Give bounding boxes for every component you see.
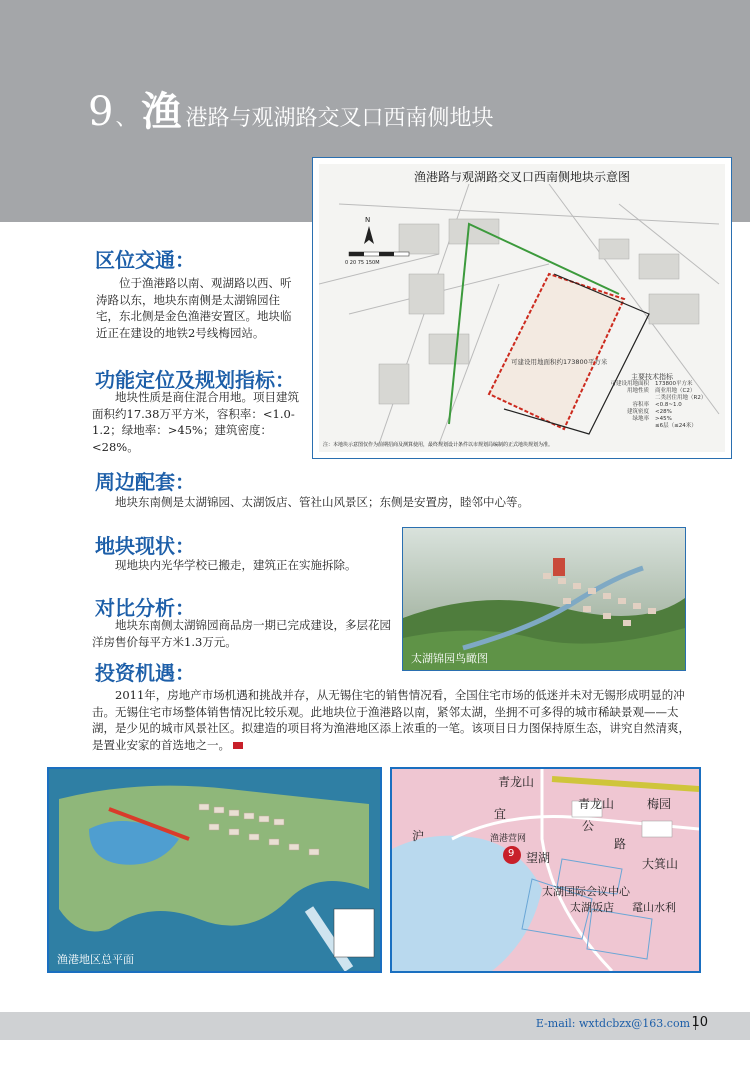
- end-mark: [233, 742, 243, 749]
- title-separator: 、: [115, 106, 138, 131]
- map-label: 宜: [494, 807, 507, 821]
- legend-row: 用地性质 商业用地（C2）: [626, 388, 696, 394]
- master-plan-drawing: [49, 769, 380, 971]
- map-label: 公: [582, 819, 595, 833]
- tech-indicator-legend: [591, 374, 706, 430]
- map-label: 大箕山: [642, 857, 679, 871]
- aerial-photo-drawing: [403, 528, 685, 670]
- legend-row: 二类居住用地（R2）: [655, 395, 707, 401]
- map-label: 鼋山水利: [632, 901, 676, 914]
- page-number: 10: [691, 1015, 708, 1030]
- legend-row: ≤6层（≤24米）: [655, 423, 697, 429]
- comparison-body: 地块东南侧太湖锦园商品房一期已完成建设，多层花园洋房售价每平方米1.3万元。: [92, 618, 391, 649]
- legend-row: 绿地率 >45%: [632, 416, 672, 422]
- site-map-title: 渔港路与观湖路交叉口西南侧地块示意图: [413, 170, 630, 184]
- map-label: 青龙山: [578, 797, 615, 811]
- location-heading: 区位交通：: [95, 248, 195, 272]
- aerial-photo: [402, 527, 686, 671]
- title-lead-char: 渔: [141, 89, 182, 135]
- surroundings-body: 地块东南侧是太湖锦园、太湖饭店、管社山风景区；东侧是安置房，睦邻中心等。: [115, 495, 529, 509]
- map-label: 青龙山: [498, 775, 535, 789]
- title-number: 9: [88, 89, 114, 135]
- aerial-caption: 太湖锦园鸟瞰图: [411, 652, 488, 665]
- investment-heading: 投资机遇：: [95, 661, 195, 685]
- map-label: 沪: [412, 829, 425, 843]
- scale-text: 0 20 75 150M: [345, 260, 380, 266]
- status-heading: 地块现状：: [95, 534, 195, 558]
- surroundings-heading: 周边配套：: [95, 470, 195, 494]
- site-area-label: 可建设用地面积约173800平方米: [511, 358, 608, 366]
- site-map-note: 注：本地块示意图仅作为前期招商及测算使用，最终规划设计条件以市规划局编制的正式地块规划为准。: [323, 442, 554, 448]
- legend-row: 可建设用地面积 173800平方米: [610, 381, 693, 387]
- plan-caption: 渔港地区总平面: [57, 953, 134, 966]
- master-plan-image: [47, 767, 382, 973]
- investment-body: 2011年，房地产市场机遇和挑战并存，从无锡住宅的销售情况看，全国住宅市场的低迷并未对无锡形成明显的冲击。无锡住宅市场整体销售情况比较乐观。此地块位于渔港路以南，紧邻太湖，坐拥不可多得的城市稀缺景观——太湖，是少见的城市风景社区。拟建造的项目将为渔港地区添上浓重的一笔。该项目日力图保持原生态，讲究自然清爽，是置业安家的首选地之一。: [92, 688, 690, 752]
- location-map-image: [390, 767, 701, 973]
- map-label: 太湖国际会议中心: [542, 885, 630, 898]
- title-rest: 港路与观湖路交叉口西南侧地块: [185, 106, 494, 131]
- status-body: 现地块内光华学校已搬走，建筑正在实施拆除。: [115, 558, 357, 572]
- footer-email[interactable]: E-mail: wxtdcbzx@163.com: [535, 1017, 690, 1030]
- legend-row: 容积率 <0.8~1.0: [632, 402, 682, 408]
- map-label: 路: [614, 837, 627, 851]
- site-map: [319, 164, 725, 452]
- map-label: 太湖饭店: [570, 901, 614, 914]
- map-label: 渔港营网: [490, 834, 527, 844]
- legend-title: 主要技术指标: [631, 373, 673, 381]
- location-body: 位于渔港路以南、观湖路以西、听涛路以东，地块东南侧是太湖锦园住宅，东北侧是金色渔港安置区。地块临近正在建设的地铁2号线梅园站。: [96, 276, 292, 340]
- function-body: 地块性质是商住混合用地。项目建筑面积约17.38万平方米，容积率：<1.0-1.2；绿地率：>45%；建筑密度：<28%。: [92, 390, 299, 454]
- page-title: [88, 80, 493, 137]
- legend-row: 建筑密度 <28%: [626, 409, 672, 415]
- north-label: N: [365, 216, 371, 224]
- function-heading: 功能定位及规划指标：: [95, 368, 295, 392]
- comparison-heading: 对比分析：: [95, 596, 195, 620]
- site-marker: 9: [508, 848, 515, 859]
- map-label: 梅园: [647, 797, 672, 811]
- map-label: 望湖: [526, 851, 551, 865]
- site-map-figure: [312, 157, 732, 459]
